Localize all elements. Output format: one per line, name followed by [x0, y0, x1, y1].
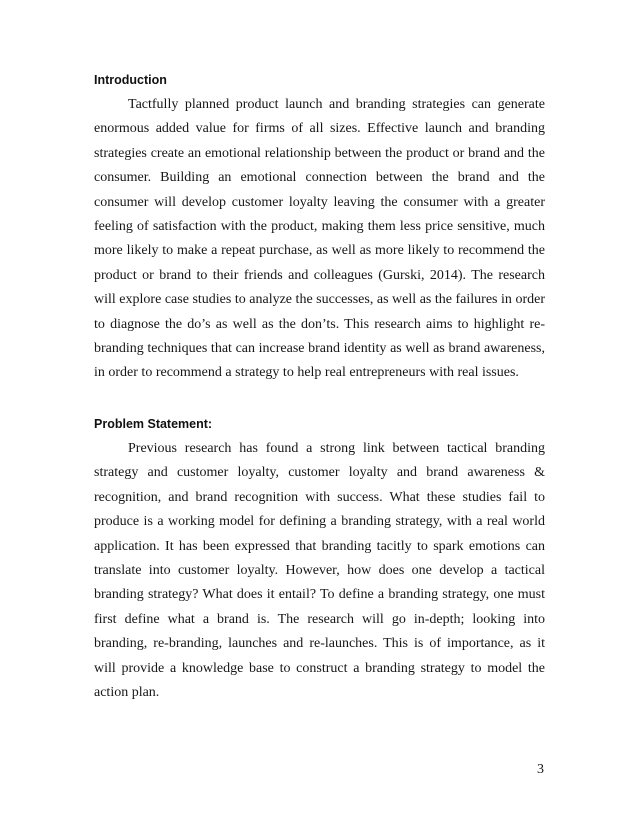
page-number: 3 [537, 762, 544, 777]
introduction-paragraph: Tactfully planned product launch and branding strategies can generate enormous added value for firms of all sizes. Effective launch and branding strategies create an emotional relationship between the product or brand and the consumer. Building an emotional connection between the brand and the consumer will develop customer loyalty leaving the consumer with a greater feeling of satisfaction with the product, making them less price sensitive, much more likely to make a repeat purchase, as well as more likely to recommend the product or brand to their friends and colleagues (Gurski, 2014). The research will explore case studies to analyze the successes, as well as the failures in order to diagnose the do’s as well as the don’ts. This research aims to highlight re-branding techniques that can increase brand identity as well as brand awareness, in order to recommend a strategy to help real entrepreneurs with real issues. [94, 97, 545, 381]
problem-statement-heading: Problem Statement: [94, 417, 213, 431]
introduction-heading: Introduction [94, 73, 167, 87]
problem-statement-paragraph: Previous research has found a strong link between tactical branding strategy and customer loyalty, customer loyalty and brand awareness & recognition, and brand recognition with success. What these studies fail to produce is a working model for defining a branding strategy, with a real world application. It has been expressed that branding tacitly to spark emotions can translate into customer loyalty. However, how does one develop a tactical branding strategy? What does it entail? To define a branding strategy, one must first define what a brand is. The research will go in-depth; looking into branding, re-branding, launches and re-launches. This is of importance, as it will provide a knowledge base to construct a branding strategy to model the action plan. [94, 441, 545, 701]
